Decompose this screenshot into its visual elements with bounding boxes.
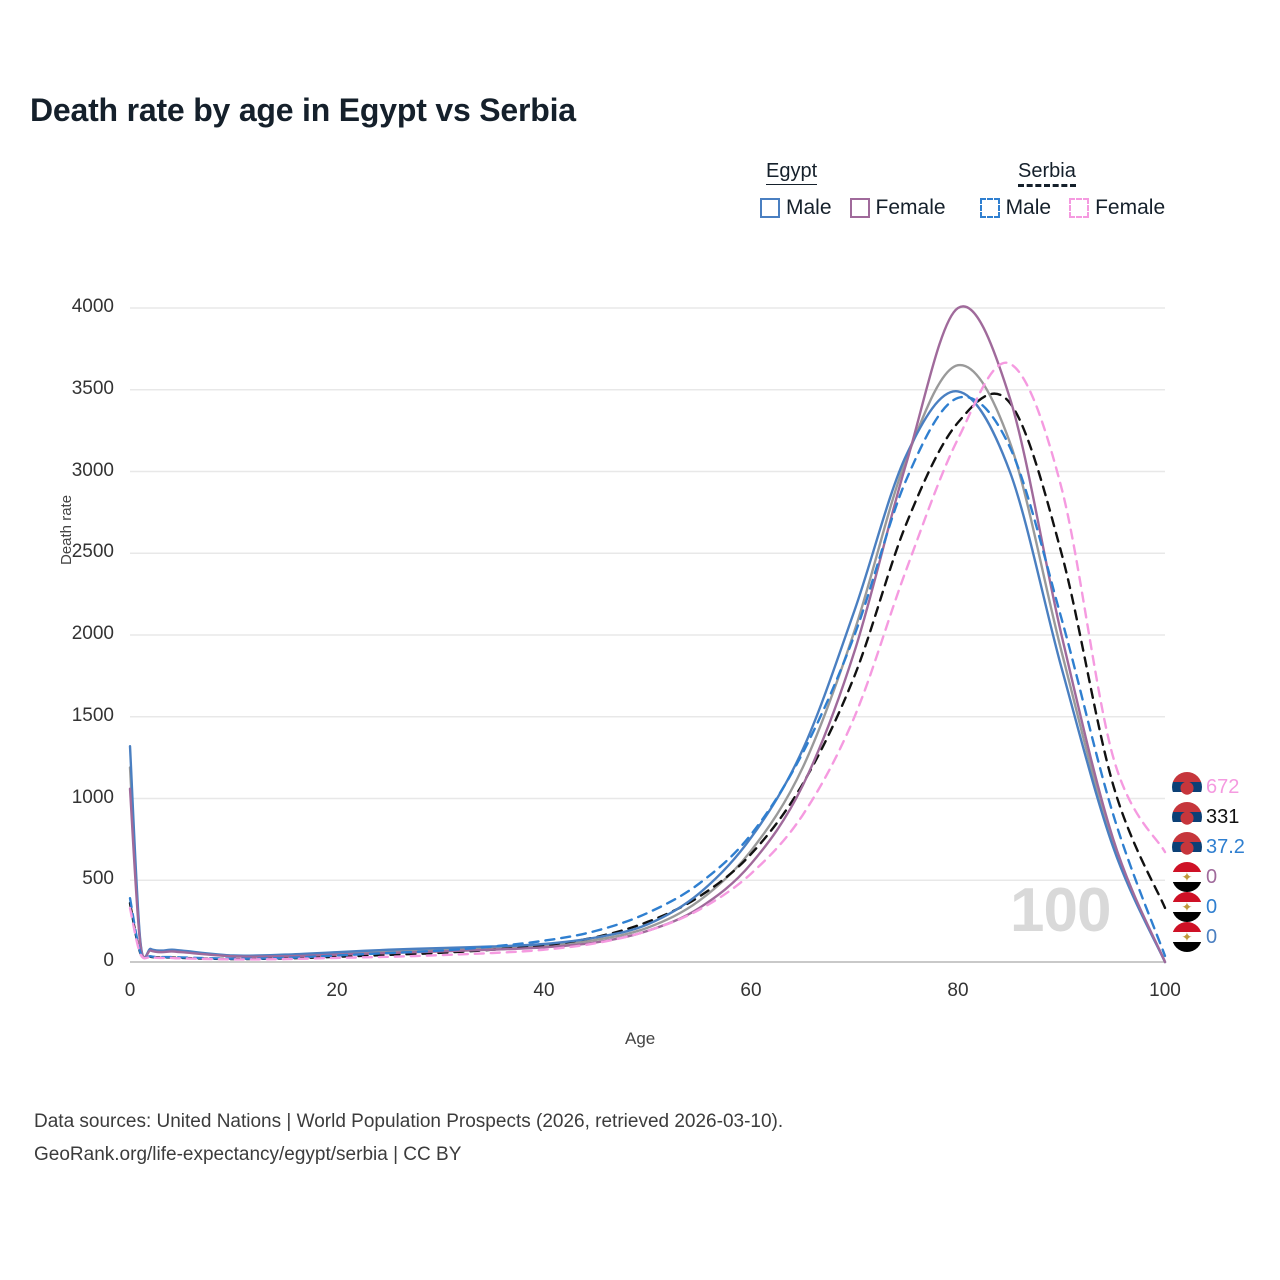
egypt-flag-icon xyxy=(1172,892,1202,922)
x-tick-label: 100 xyxy=(1149,980,1181,1001)
flag-emblem-icon: ✦ xyxy=(1181,929,1193,945)
y-tick-label: 4000 xyxy=(71,296,114,317)
series-end-labels xyxy=(1172,772,1245,952)
footer-line-1: Data sources: United Nations | World Population Prospects (2026, retrieved 2026-03-10). xyxy=(34,1111,784,1132)
legend-item-egypt-female[interactable] xyxy=(850,196,946,220)
end-label-value: 331 xyxy=(1206,805,1240,828)
x-tick-label: 0 xyxy=(124,980,136,1001)
legend-swatch-icon xyxy=(760,198,780,218)
y-tick-label: 1500 xyxy=(71,704,114,726)
legend-group-egypt: Egypt xyxy=(766,160,817,185)
end-label-value: 0 xyxy=(1206,925,1218,948)
legend-label: Male xyxy=(786,196,832,219)
legend-item-serbia-male[interactable] xyxy=(980,196,1052,220)
series-end-label xyxy=(1172,832,1245,862)
end-label-value: 0 xyxy=(1206,895,1218,918)
flag-emblem-icon: ⬤ xyxy=(1179,839,1195,855)
series-end-label xyxy=(1172,922,1245,952)
serbia-flag-icon xyxy=(1172,802,1202,832)
legend-group-serbia: Serbia xyxy=(1018,160,1076,187)
legend-swatch-icon xyxy=(980,198,1000,218)
legend-swatch-icon xyxy=(850,198,870,218)
y-tick-label: 3000 xyxy=(71,459,114,481)
x-tick-label: 80 xyxy=(947,980,969,1001)
end-label-value: 37.2 xyxy=(1206,835,1245,858)
series-end-label xyxy=(1172,802,1245,832)
series-end-label xyxy=(1172,772,1245,802)
end-label-value: 0 xyxy=(1206,865,1218,888)
legend-label: Male xyxy=(1005,196,1052,219)
y-tick-label: 3500 xyxy=(71,377,114,399)
y-tick-label: 2000 xyxy=(71,623,114,644)
x-tick-label: 20 xyxy=(326,980,348,1001)
serbia-flag-icon xyxy=(1172,832,1202,862)
series-line xyxy=(130,306,1165,962)
footer-line-2: GeoRank.org/life-expectancy/egypt/serbia | CC BY xyxy=(34,1144,462,1166)
chart-watermark: 100 xyxy=(1010,876,1111,945)
legend-swatch-icon xyxy=(1069,198,1089,218)
flag-emblem-icon: ✦ xyxy=(1181,869,1193,885)
y-tick-label: 500 xyxy=(82,868,114,890)
end-label-value: 672 xyxy=(1206,775,1240,798)
flag-emblem-icon: ✦ xyxy=(1181,899,1193,915)
y-tick-label: 0 xyxy=(103,950,114,971)
legend-item-serbia-female[interactable] xyxy=(1069,196,1165,220)
y-axis-label: Death rate xyxy=(58,494,75,565)
series-line xyxy=(130,363,1165,960)
flag-emblem-icon: ⬤ xyxy=(1179,779,1195,795)
legend-item-egypt-male[interactable] xyxy=(760,196,832,220)
y-tick-label: 2500 xyxy=(71,541,114,563)
series-line xyxy=(130,365,1165,962)
page-title: Death rate by age in Egypt vs Serbia xyxy=(30,92,576,128)
chart-footer xyxy=(34,1105,783,1172)
x-tick-label: 60 xyxy=(740,980,762,1001)
series-end-label xyxy=(1172,862,1245,892)
legend-label: Female xyxy=(875,196,946,219)
x-tick-label: 40 xyxy=(533,980,555,1001)
serbia-flag-icon xyxy=(1172,772,1202,802)
egypt-flag-icon xyxy=(1172,862,1202,892)
series-end-label xyxy=(1172,892,1245,922)
flag-emblem-icon: ⬤ xyxy=(1179,809,1195,825)
egypt-flag-icon xyxy=(1172,922,1202,952)
x-axis-label: Age xyxy=(625,1029,656,1048)
y-tick-label: 1000 xyxy=(71,786,114,808)
legend-label: Female xyxy=(1095,196,1166,219)
